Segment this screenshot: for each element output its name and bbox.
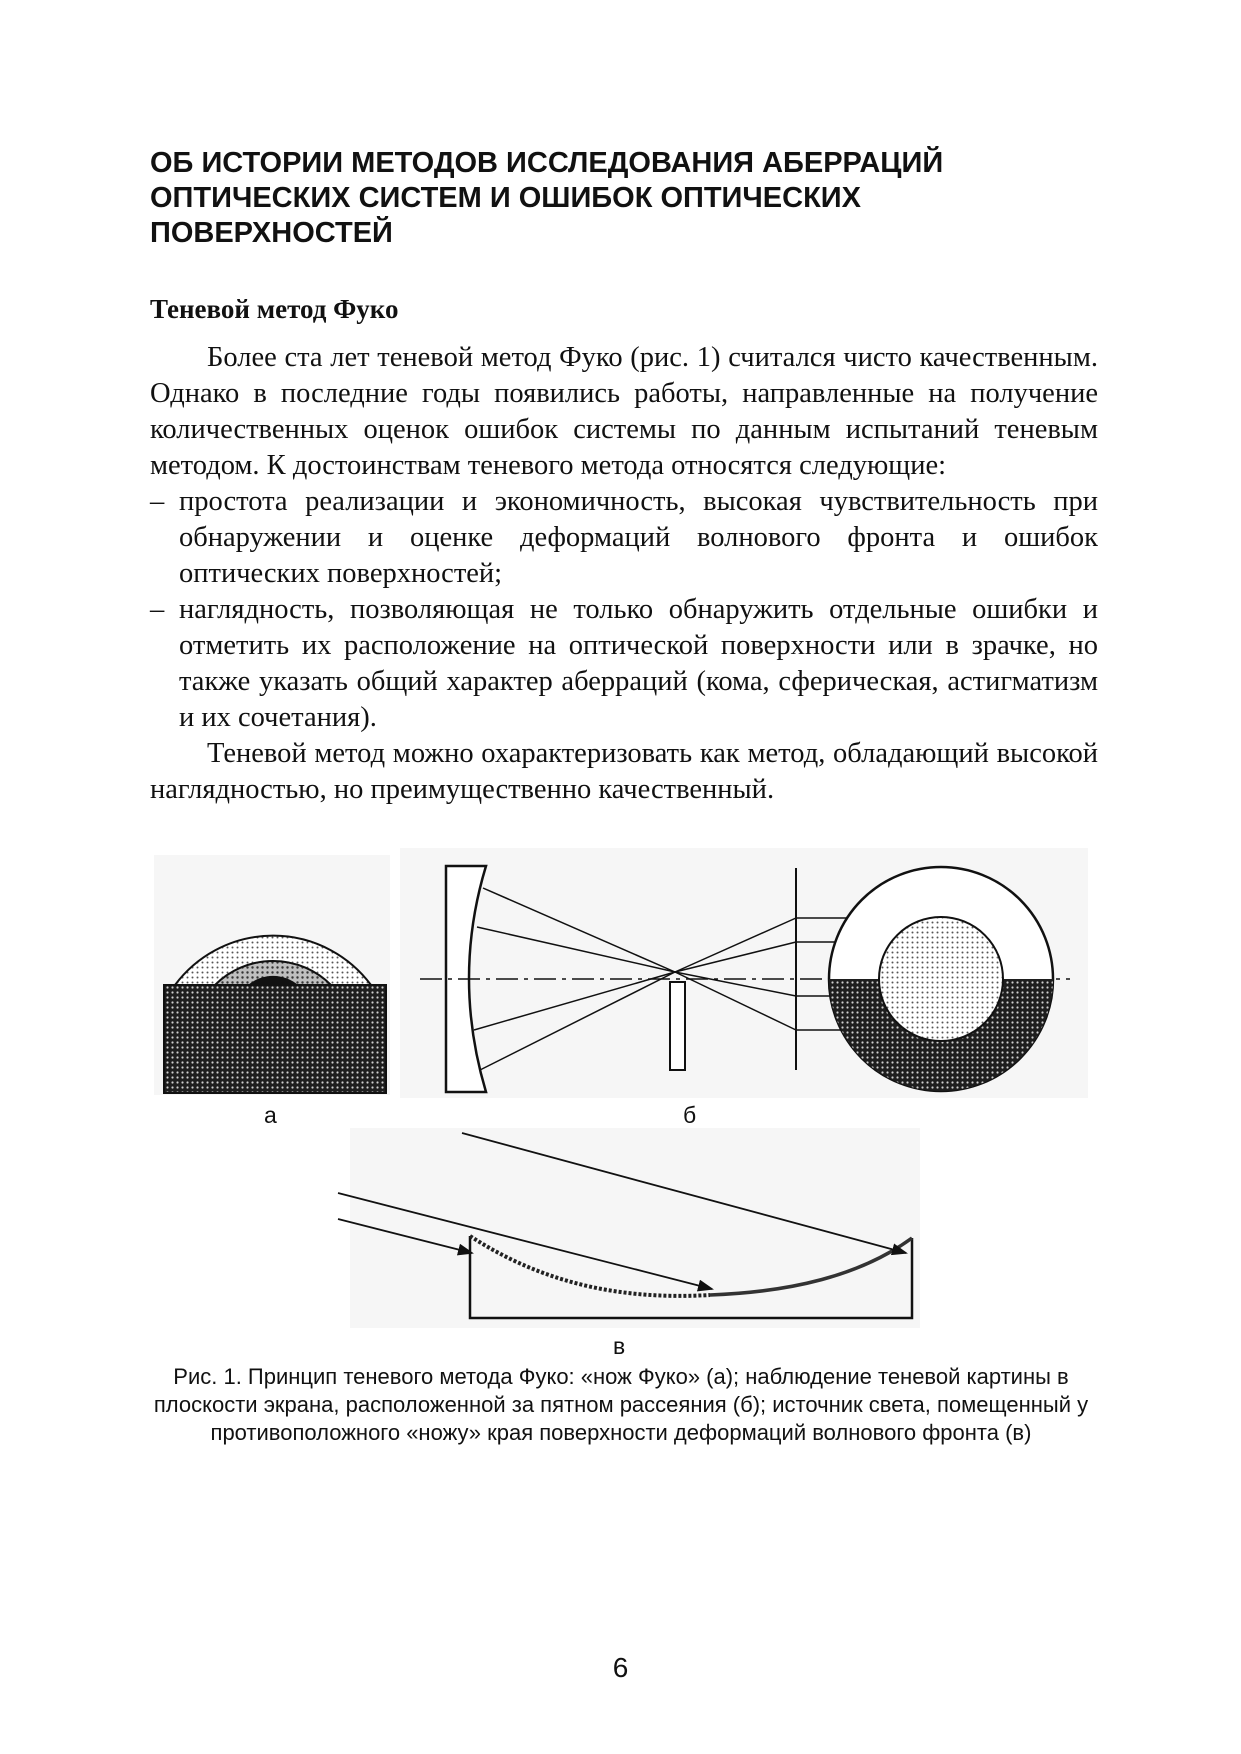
figure-a-label: а <box>264 1102 277 1128</box>
list-item-text: простота реализации и экономичность, высокая чувствительность при обнаружении и оценке деформаций волнового фронта и ошибок оптических поверхностей; <box>179 486 1098 589</box>
figure-b-screen-observation <box>400 848 1088 1098</box>
figure-b-label: б <box>683 1102 697 1128</box>
paragraph-conclusion: Теневой метод можно охарактеризовать как метод, обладающий высокой наглядностью, но преимущественно качественный. <box>150 738 1098 805</box>
paragraph-intro: Более ста лет теневой метод Фуко (рис. 1) считался чисто качественным. Однако в последние годы появились работы, направленные на получение количественных оценок ошибок системы по данным испытаний теневым методом. К достоинствам теневого метода относятся следующие: <box>150 342 1098 481</box>
figure-caption: Рис. 1. Принцип теневого метода Фуко: «нож Фуко» (а); наблюдение теневой картины в плоскости экрана, расположенной за пятном рассеяния (б); источник света, помещенный у противоположного «ножу» края поверхности деформаций волнового фронта (в) <box>153 1364 1089 1445</box>
page-number: 6 <box>612 1652 629 1683</box>
bullet-dash: – <box>150 486 165 517</box>
figure-a-knife-edge <box>154 855 390 1095</box>
bullet-dash: – <box>150 594 165 625</box>
list-item-text: наглядность, позволяющая не только обнаружить отдельные ошибки и отметить их расположение на оптической поверхности или в зрачке, но также указать общий характер аберраций (кома, сферическая, астигматизм и их сочетания). <box>179 594 1098 733</box>
section-title: Теневой метод Фуко <box>150 294 399 324</box>
page-title: ОБ ИСТОРИИ МЕТОДОВ ИССЛЕДОВАНИЯ АБЕРРАЦИЙ ОПТИЧЕСКИХ СИСТЕМ И ОШИБОК ОПТИЧЕСКИХ ПОВЕРХНОСТЕЙ <box>150 147 944 249</box>
figure-v-label: в <box>613 1333 626 1359</box>
figure-v-light-source <box>338 1128 920 1328</box>
